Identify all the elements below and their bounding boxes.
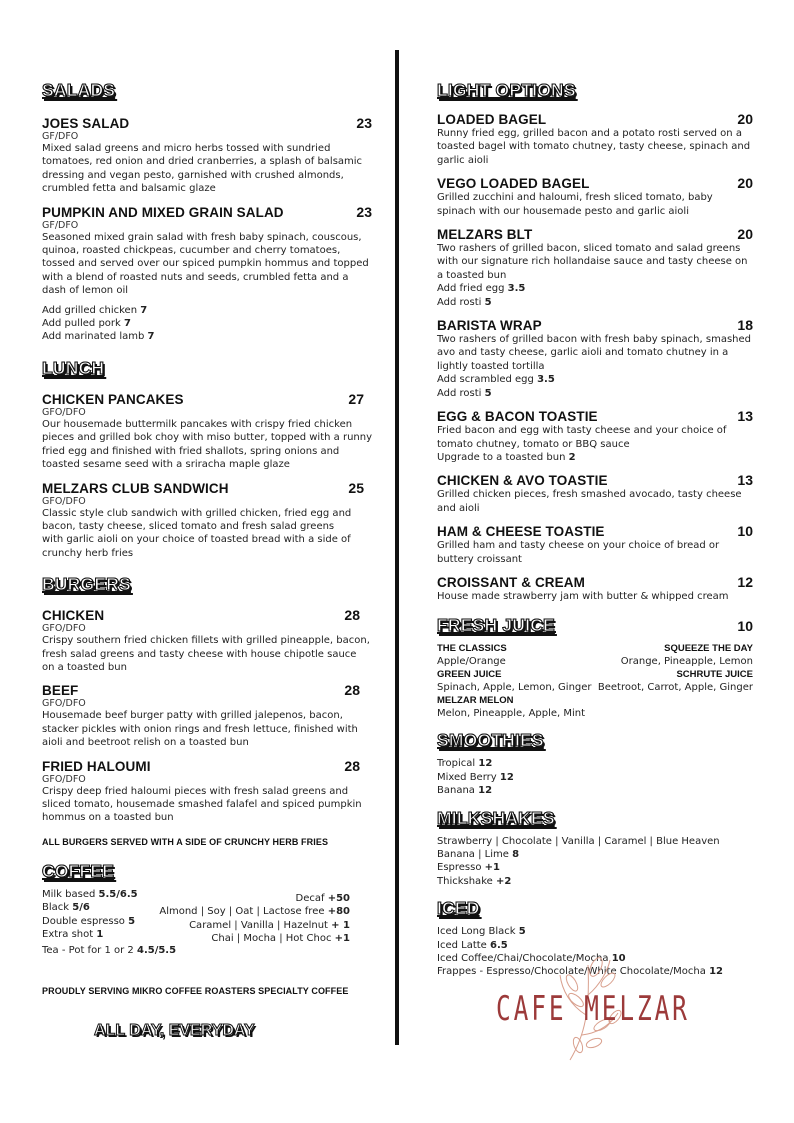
- iced-item: Iced Coffee/Chai/Chocolate/Mocha 10: [437, 953, 626, 964]
- milkshake-flavours: Strawberry | Chocolate | Vanilla | Caramel | Blue Heaven: [437, 835, 720, 847]
- juice-ingredients: Apple/Orange: [437, 656, 506, 668]
- coffee-extra: Decaf +50: [295, 892, 350, 904]
- juice-name: SQUEEZE THE DAY: [664, 643, 753, 655]
- item-name: MELZARS BLT: [437, 227, 533, 243]
- dietary-tag: GF/DFO: [42, 219, 79, 231]
- smoothie-item: Tropical 12: [437, 758, 493, 770]
- coffee-item: Black 5/6: [42, 902, 90, 914]
- menu-item: [42, 480, 372, 561]
- dietary-tag: GFO/DFO: [42, 773, 86, 785]
- item-description: Crispy deep fried haloumi pieces with fresh salad greens and sliced tomato, housemade smashed falafel and spiced pumpkin hommus on a toasted bun: [42, 785, 362, 824]
- logo-wordmark: CAFE MELZAR: [496, 989, 690, 1029]
- coffee-extra: Caramel | Vanilla | Hazelnut + 1: [189, 919, 350, 931]
- menu-item: [437, 175, 753, 218]
- section-title-iced: ICED: [437, 898, 480, 919]
- coffee-price-list: [42, 888, 372, 984]
- addon-list: [42, 304, 372, 344]
- item-name: JOES SALAD: [42, 116, 130, 131]
- item-price: 20: [737, 111, 753, 127]
- section-milkshakes: [437, 808, 753, 889]
- menu-item: [437, 472, 753, 515]
- item-name: CHICKEN & AVO TOASTIE: [437, 473, 608, 489]
- menu-item: [42, 204, 372, 298]
- section-coffee: [42, 861, 372, 996]
- smoothie-item: Banana 12: [437, 785, 493, 797]
- milkshake-item: Thickshake +2: [437, 875, 512, 887]
- dietary-tag: GFO/DFO: [42, 406, 86, 418]
- coffee-item: Extra shot 1: [42, 929, 104, 940]
- addon-item: Add pulled pork 7: [42, 318, 131, 330]
- item-name: CHICKEN: [42, 608, 105, 624]
- item-description: Classic style club sandwich with grilled chicken, fried egg and bacon, tasty cheese, sliced tomato and fresh salad greens with garlic aioli on your choice of toasted bread with a side of crunchy herb fries: [42, 507, 352, 559]
- juice-name: SCHRUTE JUICE: [676, 669, 753, 681]
- item-price: 23: [356, 203, 372, 220]
- section-title-salads: SALADS: [42, 80, 116, 100]
- item-name: PUMPKIN AND MIXED GRAIN SALAD: [42, 204, 284, 220]
- addon-item: Add scrambled egg 3.5: [437, 374, 555, 386]
- item-name: EGG & BACON TOASTIE: [437, 409, 598, 425]
- juice-ingredients: Orange, Pineapple, Lemon: [620, 656, 753, 668]
- coffee-extra: Chai | Mocha | Hot Choc +1: [211, 933, 350, 944]
- addon-item: Upgrade to a toasted bun 2: [437, 451, 576, 463]
- section-lunch: [42, 358, 372, 560]
- coffee-extra: Almond | Soy | Oat | Lactose free +80: [159, 906, 350, 918]
- item-description: Two rashers of grilled bacon with fresh baby spinach, smashed avo and tasty cheese, garlic aioli and tomato chutney in a lightly toasted tortilla: [437, 334, 751, 372]
- item-price: 25: [348, 479, 364, 496]
- footer-tagline: ALL DAY, EVERYDAY: [94, 1022, 255, 1039]
- menu-item: [42, 607, 372, 674]
- item-price: 23: [356, 115, 372, 131]
- section-title-milkshakes: MILKSHAKES: [437, 807, 555, 828]
- item-description: Our housemade buttermilk pancakes with crispy fried chicken pieces and grilled bok choy with miso butter, topped with a runny fried egg and finished with fried shallots, spring onions and toasted sesame seed with a sriracha maple glaze: [42, 418, 372, 471]
- item-name: HAM & CHEESE TOASTIE: [437, 524, 605, 540]
- item-description: Two rashers of grilled bacon, sliced tomato and salad greens with our signature rich hollandaise sauce and tasty cheese on a toasted bun: [437, 243, 748, 281]
- dietary-tag: GFO/DFO: [42, 698, 86, 710]
- item-description: House made strawberry jam with butter & whipped cream: [437, 590, 729, 602]
- smoothie-item: Mixed Berry 12: [437, 771, 514, 783]
- coffee-item: Milk based 5.5/6.5: [42, 888, 138, 900]
- menu-item: [42, 758, 372, 825]
- column-divider: [395, 50, 399, 1045]
- item-name: MELZARS CLUB SANDWICH: [42, 480, 229, 496]
- menu-item: [42, 391, 372, 472]
- addon-item: Add grilled chicken 7: [42, 304, 148, 316]
- section-title-light-options: LIGHT OPTIONS: [437, 80, 576, 100]
- juice-ingredients: Spinach, Apple, Lemon, Ginger: [437, 682, 592, 694]
- section-title-fresh-juice: FRESH JUICE: [437, 615, 555, 636]
- milkshake-item: Espresso +1: [437, 862, 500, 874]
- item-description: Runny fried egg, grilled bacon and a potato rosti served on a toasted bagel with tomato chutney, tasty cheese, spinach and garlic aioli: [437, 128, 751, 166]
- juice-ingredients: Melon, Pineapple, Apple, Mint: [437, 708, 586, 720]
- juice-price: 10: [737, 618, 753, 635]
- item-description: Housemade beef burger patty with grilled jalepenos, bacon, stacker pickles with onion rings and fresh lettuce, finished with aioli and beetroot relish on a toasted bun: [42, 710, 358, 749]
- item-price: 12: [737, 573, 753, 590]
- coffee-item: Tea - Pot for 1 or 2 4.5/5.5: [42, 945, 177, 957]
- section-title-coffee: COFFEE: [42, 860, 115, 881]
- addon-item: Add rosti 5: [437, 296, 492, 308]
- iced-item: Iced Long Black 5: [437, 926, 526, 938]
- menu-item: [437, 111, 753, 167]
- cafe-melzar-logo: [490, 955, 690, 1065]
- coffee-note: PROUDLY SERVING MIKRO COFFEE ROASTERS SPECIALTY COFFEE: [42, 985, 349, 996]
- menu-item: [437, 317, 753, 400]
- item-price: 10: [737, 523, 753, 540]
- item-description: Fried bacon and egg with tasty cheese and your choice of tomato chutney, tomato or BBQ sauce: [437, 425, 727, 450]
- item-description: Seasoned mixed grain salad with fresh baby spinach, couscous, quinoa, roasted chickpeas, cucumber and cherry tomatoes, tossed and served over our spiced pumpkin hommus and topped with a blend of roasted nuts and seeds, crumbled fetta and a dash of lemon oil: [42, 231, 369, 297]
- menu-item: [437, 574, 753, 603]
- section-smoothies: [437, 730, 753, 797]
- section-title-smoothies: SMOOTHIES: [437, 730, 544, 751]
- juice-list: [437, 642, 753, 720]
- item-name: BARISTA WRAP: [437, 318, 542, 334]
- item-description: Crispy southern fried chicken fillets with grilled pineapple, bacon, fresh salad greens and tasty cheese with house chipotle sauce on a toasted bun: [42, 635, 370, 673]
- section-light-options: [437, 80, 753, 603]
- dietary-tag: GF/DFO: [42, 131, 79, 142]
- item-price: 18: [737, 317, 753, 334]
- section-title-lunch: LUNCH: [42, 357, 105, 378]
- section-fresh-juice: [437, 615, 753, 720]
- menu-item: [437, 408, 753, 464]
- milkshake-list: [437, 835, 753, 889]
- right-column: [437, 80, 753, 979]
- item-price: 28: [344, 757, 360, 774]
- menu-item: [42, 115, 372, 196]
- menu-item: [437, 226, 753, 309]
- section-salads: [42, 80, 372, 344]
- item-price: 20: [737, 226, 753, 243]
- item-name: CROISSANT & CREAM: [437, 574, 585, 590]
- juice-name: THE CLASSICS: [437, 643, 507, 655]
- smoothie-list: [437, 757, 753, 797]
- item-name: VEGO LOADED BAGEL: [437, 176, 590, 192]
- item-description: Grilled ham and tasty cheese on your choice of bread or buttery croissant: [437, 540, 720, 565]
- burgers-note: ALL BURGERS SERVED WITH A SIDE OF CRUNCHY HERB FRIES: [42, 836, 329, 847]
- item-description: Mixed salad greens and micro herbs tossed with sundried tomatoes, red onion and dried cranberries, a splash of balsamic dressing and vegan pesto, garnished with crushed almonds, crumbled fetta and balsamic glaze: [42, 143, 363, 195]
- iced-item: Frappes - Espresso/Chocolate/White Chocolate/Mocha 12: [437, 966, 723, 978]
- iced-item: Iced Latte 6.5: [437, 939, 508, 951]
- item-price: 27: [348, 390, 364, 407]
- item-price: 13: [737, 408, 753, 425]
- juice-name: GREEN JUICE: [437, 669, 502, 681]
- item-name: CHICKEN PANCAKES: [42, 391, 184, 407]
- item-price: 28: [344, 682, 360, 699]
- item-description: Grilled zucchini and haloumi, fresh sliced tomato, baby spinach with our housemade pesto and garlic aioli: [437, 192, 713, 217]
- juice-name: MELZAR MELON: [437, 695, 514, 707]
- item-price: 13: [737, 472, 753, 489]
- item-name: LOADED BAGEL: [437, 112, 547, 127]
- addon-item: Add fried egg 3.5: [437, 283, 526, 295]
- item-name: FRIED HALOUMI: [42, 758, 151, 774]
- addon-item: Add rosti 5: [437, 387, 492, 399]
- menu-item: [42, 682, 372, 749]
- dietary-tag: GFO/DFO: [42, 495, 86, 507]
- item-name: BEEF: [42, 683, 79, 699]
- section-title-burgers: BURGERS: [42, 574, 131, 595]
- coffee-item: Double espresso 5: [42, 915, 136, 927]
- menu-item: [437, 523, 753, 566]
- juice-ingredients: Beetroot, Carrot, Apple, Ginger: [597, 682, 753, 694]
- milkshake-item: Banana | Lime 8: [437, 848, 520, 860]
- addon-item: Add marinated lamb 7: [42, 331, 155, 343]
- item-price: 28: [344, 607, 360, 624]
- item-description: Grilled chicken pieces, fresh smashed avocado, tasty cheese and aioli: [437, 489, 742, 514]
- item-price: 20: [737, 175, 753, 192]
- dietary-tag: GFO/DFO: [42, 623, 86, 635]
- left-column: [42, 80, 372, 996]
- section-burgers: [42, 574, 372, 847]
